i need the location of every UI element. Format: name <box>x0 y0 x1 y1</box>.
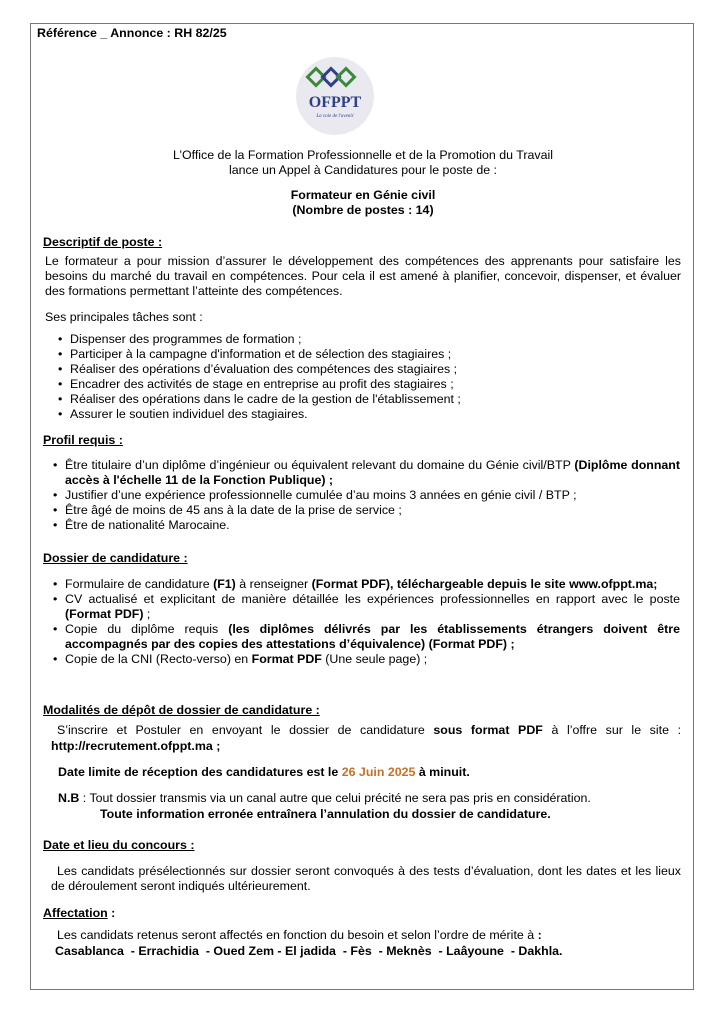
recrutement-link[interactable]: http://recrutement.ofppt.ma ; <box>51 739 221 753</box>
affectation-colon: : <box>107 906 116 920</box>
concours-text: Les candidats présélectionnés sur dossier seront convoqués à des tests d’évaluation, dont les dates et les lieux de déroulement seront indiqués ultérieurement. <box>51 864 681 893</box>
nb-note <box>58 791 591 806</box>
deadline <box>58 765 470 780</box>
list-item: • Participer à la campagne d'information et de sélection des stagiaires ; <box>57 347 677 362</box>
list-item: • Assurer le soutien individuel des stagiaires. <box>57 407 677 422</box>
modalites-heading: Modalités de dépôt de dossier de candidature : <box>43 703 320 717</box>
dossier-item-3-b: (les diplômes délivrés par les établissements étrangers doivent être accompagnés par des copies des attestations d’équivalence) (Format PDF) ; <box>65 622 680 651</box>
svg-text:La voie de l'avenir: La voie de l'avenir <box>316 114 354 119</box>
modalites-text-a: S’inscrire et Postuler en envoyant le dossier de candidature <box>57 723 434 737</box>
intro-line-1: L’Office de la Formation Professionnelle et de la Promotion du Travail <box>173 148 553 162</box>
list-item: • Encadrer des activités de stage en entreprise au profit des stagiaires ; <box>57 377 677 392</box>
descriptif-heading: Descriptif de poste : <box>43 235 163 249</box>
dossier-item-4-c: (Une seule page) ; <box>321 652 428 666</box>
modalites-text-b: sous format PDF <box>433 723 543 737</box>
deadline-c: à minuit. <box>415 765 470 779</box>
post-count: (Nombre de postes : 14) <box>292 203 434 217</box>
dossier-item-4-a: Copie de la CNI (Recto-verso) en <box>65 652 252 666</box>
list-item <box>52 577 680 592</box>
modalites-text <box>57 723 681 738</box>
deadline-date: 26 Juin 2025 <box>341 765 416 779</box>
dossier-item-1-d: (Format PDF), téléchargeable depuis le site www.ofppt.ma; <box>311 577 658 591</box>
list-item: • Dispenser des programmes de formation ; <box>57 332 677 347</box>
intro <box>31 148 695 178</box>
list-item <box>52 592 680 622</box>
intro-line-2: lance un Appel à Candidatures pour le poste de : <box>229 163 497 177</box>
profil-item-1-text: Être titulaire d’un diplôme d’ingénieur ou équivalent relevant du domaine du Génie civil/BTP <box>65 458 575 472</box>
affectation-text-a: Les candidats retenus seront affectés en fonction du besoin et selon l’ordre de mérite à <box>57 928 538 942</box>
dossier-item-1-c: à renseigner <box>235 577 312 591</box>
dossier-list <box>52 577 680 667</box>
dossier-item-1-a: Formulaire de candidature <box>65 577 214 591</box>
deadline-a: Date limite de réception des candidatures est le <box>58 765 342 779</box>
list-item: • Être de nationalité Marocaine. <box>52 518 680 533</box>
dossier-item-4-b: Format PDF <box>251 652 322 666</box>
document-frame <box>30 23 694 990</box>
list-item: • Être âgé de moins de 45 ans à la date de la prise de service ; <box>52 503 680 518</box>
svg-text:OFPPT: OFPPT <box>308 94 362 111</box>
nb-label: N.B <box>58 791 80 805</box>
list-item <box>52 458 680 488</box>
post-title: Formateur en Génie civil <box>290 188 436 202</box>
modalites-text-c: à l’offre sur le site : <box>542 723 682 737</box>
ofppt-logo <box>296 57 374 135</box>
affectation-cities: Casablanca - Errachidia - Oued Zem - El jadida - Fès - Meknès - Laâyoune - Dakhla. <box>55 944 563 958</box>
profil-item-1-bold: (Diplôme donnant accès à l'échelle 11 de la Fonction Publique) ; <box>65 458 680 487</box>
list-item <box>52 622 680 652</box>
tasks-list <box>57 332 677 422</box>
dossier-item-2-b: (Format PDF) <box>65 607 144 621</box>
affectation-text <box>57 928 542 943</box>
dossier-item-3-a: Copie du diplôme requis <box>65 622 229 636</box>
nb-bold: Toute information erronée entraînera l’annulation du dossier de candidature. <box>100 807 551 821</box>
dossier-item-2-a: CV actualisé et explicitant de manière détaillée les expériences professionnelles en rapport avec le poste <box>65 592 680 606</box>
list-item <box>52 652 680 667</box>
affectation-heading: Affectation <box>43 906 108 920</box>
profil-heading: Profil requis : <box>43 433 123 447</box>
affectation-text-colon: : <box>537 928 542 942</box>
list-item: • Réaliser des opérations dans le cadre de la gestion de l'établissement ; <box>57 392 677 407</box>
post-title-block <box>31 188 695 218</box>
reference: Référence _ Annonce : RH 82/25 <box>37 26 227 40</box>
tasks-intro: Ses principales tâches sont : <box>45 310 203 324</box>
nb-text: : Tout dossier transmis via un canal autre que celui précité ne sera pas pris en considération. <box>79 791 591 805</box>
affectation-heading-row <box>43 906 115 921</box>
concours-heading: Date et lieu du concours : <box>43 838 195 852</box>
descriptif-text: Le formateur a pour mission d’assurer le développement des compétences des apprenants pour satisfaire les besoins du marché du travail en compétences. Pour cela il est amené à planifier, concevoir, dispenser, et évaluer des formations permettant l’atteinte des compétences. <box>45 254 681 298</box>
dossier-heading: Dossier de candidature : <box>43 551 188 565</box>
list-item: • Réaliser des opérations d’évaluation des compétences des stagiaires ; <box>57 362 677 377</box>
dossier-item-1-b: (F1) <box>213 577 236 591</box>
dossier-item-2-c: ; <box>143 607 151 621</box>
profil-list <box>52 458 680 533</box>
list-item: • Justifier d’une expérience professionnelle cumulée d’au moins 3 années en génie civil / BTP ; <box>52 488 680 503</box>
